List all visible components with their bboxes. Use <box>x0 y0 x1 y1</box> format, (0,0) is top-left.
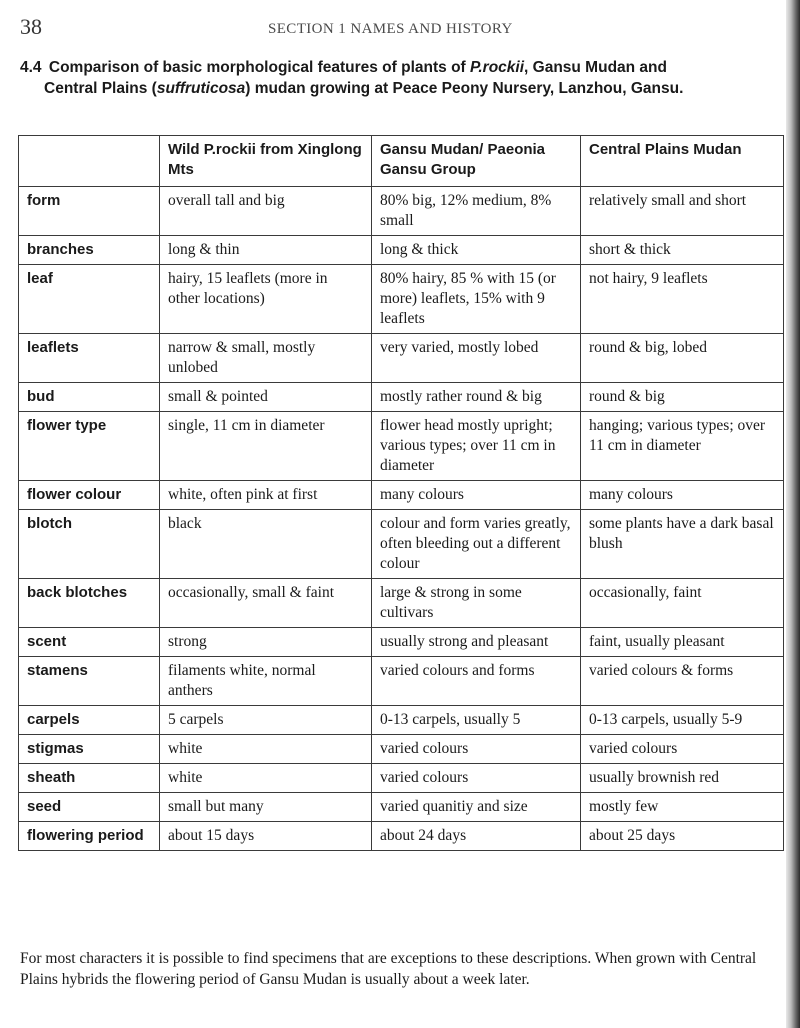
cell-wild-prockii: narrow & small, mostly unlobed <box>160 334 372 383</box>
cell-central-plains: faint, usually pleasant <box>581 628 784 657</box>
cell-gansu-mudan: long & thick <box>372 236 581 265</box>
row-label: leaf <box>19 265 160 334</box>
cell-gansu-mudan: varied quanitiy and size <box>372 793 581 822</box>
cell-gansu-mudan: mostly rather round & big <box>372 383 581 412</box>
row-label: stamens <box>19 657 160 706</box>
row-label: form <box>19 187 160 236</box>
table-row <box>19 628 784 657</box>
caption-italic-suffruticosa: suffruticosa <box>156 80 246 97</box>
row-label: carpels <box>19 706 160 735</box>
row-label: flower colour <box>19 481 160 510</box>
table-caption <box>20 57 760 99</box>
cell-wild-prockii: white <box>160 735 372 764</box>
row-label: branches <box>19 236 160 265</box>
cell-wild-prockii: hairy, 15 leaflets (more in other locations) <box>160 265 372 334</box>
cell-central-plains: not hairy, 9 leaflets <box>581 265 784 334</box>
table-row <box>19 764 784 793</box>
caption-text-1a: Comparison of basic morphological features of plants of <box>48 59 471 76</box>
cell-wild-prockii: strong <box>160 628 372 657</box>
page-header <box>20 14 780 44</box>
table-row <box>19 657 784 706</box>
cell-gansu-mudan: 80% big, 12% medium, 8% small <box>372 187 581 236</box>
table-row <box>19 481 784 510</box>
caption-text-2a: Central Plains ( <box>44 80 157 97</box>
cell-wild-prockii: filaments white, normal anthers <box>160 657 372 706</box>
table-row <box>19 383 784 412</box>
column-header-wild-prockii: Wild P.rockii from Xinglong Mts <box>160 136 372 187</box>
row-label: seed <box>19 793 160 822</box>
row-label: bud <box>19 383 160 412</box>
cell-gansu-mudan: usually strong and pleasant <box>372 628 581 657</box>
row-label: sheath <box>19 764 160 793</box>
cell-gansu-mudan: very varied, mostly lobed <box>372 334 581 383</box>
cell-central-plains: round & big <box>581 383 784 412</box>
cell-gansu-mudan: large & strong in some cultivars <box>372 579 581 628</box>
table-row <box>19 510 784 579</box>
table-row <box>19 706 784 735</box>
table-header-row <box>19 136 784 187</box>
comparison-table <box>18 135 784 851</box>
row-label: leaflets <box>19 334 160 383</box>
caption-text-2b: ) mudan growing at Peace Peony Nursery, Lanzhou, Gansu. <box>245 80 684 97</box>
table-row <box>19 334 784 383</box>
comparison-table-container <box>18 135 783 851</box>
row-label: flower type <box>19 412 160 481</box>
row-label: stigmas <box>19 735 160 764</box>
cell-central-plains: round & big, lobed <box>581 334 784 383</box>
cell-wild-prockii: small but many <box>160 793 372 822</box>
caption-italic-rockii: P.rockii <box>470 59 525 76</box>
cell-wild-prockii: white <box>160 764 372 793</box>
cell-gansu-mudan: 0-13 carpels, usually 5 <box>372 706 581 735</box>
cell-central-plains: usually brownish red <box>581 764 784 793</box>
column-header-central-plains: Central Plains Mudan <box>581 136 784 187</box>
cell-gansu-mudan: 80% hairy, 85 % with 15 (or more) leaflets, 15% with 9 leaflets <box>372 265 581 334</box>
table-row <box>19 579 784 628</box>
cell-wild-prockii: small & pointed <box>160 383 372 412</box>
footnote: For most characters it is possible to find specimens that are exceptions to these descriptions. When grown with Central Plains hybrids the flowering period of Gansu Mudan is usually about a week later. <box>20 950 757 988</box>
cell-central-plains: varied colours <box>581 735 784 764</box>
column-header-feature <box>19 136 160 187</box>
caption-line-2 <box>20 78 760 99</box>
row-label: flowering period <box>19 822 160 851</box>
row-label: scent <box>19 628 160 657</box>
cell-central-plains: 0-13 carpels, usually 5-9 <box>581 706 784 735</box>
cell-wild-prockii: long & thin <box>160 236 372 265</box>
cell-wild-prockii: overall tall and big <box>160 187 372 236</box>
cell-wild-prockii: single, 11 cm in diameter <box>160 412 372 481</box>
cell-central-plains: some plants have a dark basal blush <box>581 510 784 579</box>
cell-gansu-mudan: about 24 days <box>372 822 581 851</box>
table-row <box>19 412 784 481</box>
caption-number: 4.4 <box>20 59 42 76</box>
table-row <box>19 793 784 822</box>
cell-central-plains: mostly few <box>581 793 784 822</box>
cell-wild-prockii: about 15 days <box>160 822 372 851</box>
table-row <box>19 735 784 764</box>
cell-gansu-mudan: many colours <box>372 481 581 510</box>
cell-wild-prockii: white, often pink at first <box>160 481 372 510</box>
page-number: 38 <box>20 14 42 39</box>
cell-gansu-mudan: varied colours <box>372 764 581 793</box>
table-body <box>19 187 784 851</box>
cell-central-plains: relatively small and short <box>581 187 784 236</box>
cell-central-plains: varied colours & forms <box>581 657 784 706</box>
row-label: back blotches <box>19 579 160 628</box>
cell-central-plains: about 25 days <box>581 822 784 851</box>
cell-central-plains: many colours <box>581 481 784 510</box>
cell-gansu-mudan: colour and form varies greatly, often bleeding out a different colour <box>372 510 581 579</box>
cell-gansu-mudan: varied colours <box>372 735 581 764</box>
cell-wild-prockii: occasionally, small & faint <box>160 579 372 628</box>
table-row <box>19 187 784 236</box>
cell-gansu-mudan: flower head mostly upright; various types; over 11 cm in diameter <box>372 412 581 481</box>
cell-central-plains: hanging; various types; over 11 cm in diameter <box>581 412 784 481</box>
running-head: SECTION 1 NAMES AND HISTORY <box>268 21 513 37</box>
table-row <box>19 822 784 851</box>
cell-central-plains: short & thick <box>581 236 784 265</box>
cell-gansu-mudan: varied colours and forms <box>372 657 581 706</box>
cell-central-plains: occasionally, faint <box>581 579 784 628</box>
table-row <box>19 265 784 334</box>
caption-text-1b: , Gansu Mudan and <box>524 59 667 76</box>
cell-wild-prockii: 5 carpels <box>160 706 372 735</box>
column-header-gansu-mudan: Gansu Mudan/ Paeonia Gansu Group <box>372 136 581 187</box>
cell-wild-prockii: black <box>160 510 372 579</box>
page-binding-edge <box>786 0 800 1028</box>
table-row <box>19 236 784 265</box>
row-label: blotch <box>19 510 160 579</box>
